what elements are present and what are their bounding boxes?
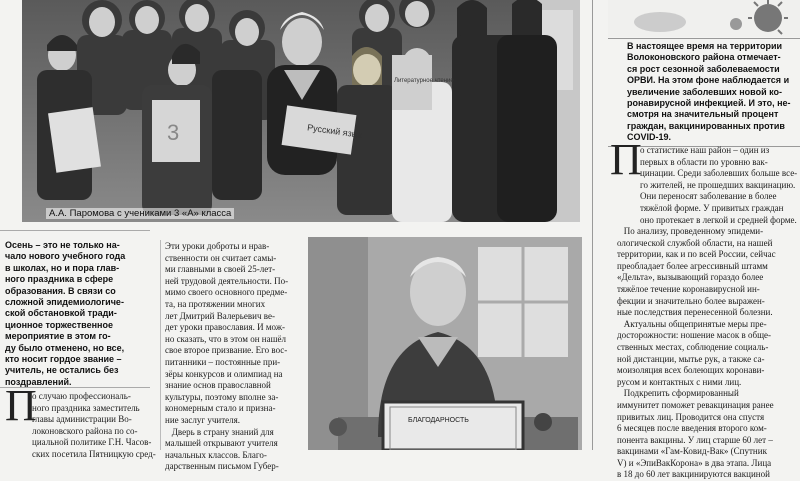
right-lead-rule: [608, 38, 800, 39]
literature-book-label: Литературное чтение: [394, 78, 454, 84]
right-lead-text: В настоящее время на территории Волоконовского района отмечает- ся рост сезонной заболеваемости ОРВИ. На этом фоне наблюдается и увеличение заболевших новой ко- ронавирусной инфекцией. И это, не- смотря на значительный процент граждан, вакцинированных против COVID-19.: [627, 41, 791, 143]
left-body-text: о случаю профессиональ- ного праздника заместитель главы администрации Во- локоновского района по со- циальной политике Г.Н. Часов- ских посетила Пятницкую сред-: [32, 391, 156, 459]
certificate-title: БЛАГОДАРНОСТЬ: [408, 417, 469, 424]
middle-body-text: Эти уроки доброты и нрав- ственности он считает самы- ми главными в своей 25-лет- ней трудовой деятельности. По- мимо своего основного предме- та, на протяжении многих лет Дмитрий Валерьевич ве- дет уроки православия. И мож- но сказать, что в этом он нашёл свое второе призвание. Его вос- питанники – постоянные при- зёры конкурсов и олимпиад на знание основ православной культуры, поэтому вполне за- кономерным стало и призна- ние заслуг учителя. Дверь в страну знаний для малышей открывают учителя начальных классов. Благо- дарственным письмом Губер-: [165, 241, 289, 472]
classroom-photo: [22, 0, 580, 222]
left-lead-text: Осень – это не только на- чало нового учебного года в школах, но и пора глав- ного праздника в сфере образования. В связи со сложной эпидемиологиче- ской обстановкой тради- ционное торжественное мероприятие в этом го- ду было отменено, но все, кто носит гордое звание – учитель, не остались без поздравлений.: [5, 240, 126, 387]
right-body-paragraph-2: По анализу, проведенному эпидеми- ологической службой области, на нашей территории, как и по всей России, сейчас преобладает более агрессивный штамм «Дельта», вызывающий гораздо более тяжёлое течение коронавирусной ин- фекции и значительно более выражен- ные последствия перенесенной болезни. Актуальны общепринятые меры пре- досторожности: ношение масок в обще- ственных местах, соблюдение социаль- ной дистанции, мытье рук, а также са- моизоляция всех болеющих коронави- русом и контактных с ними лиц. Подкрепить сформированный иммунитет поможет ревакцинация ранее привитых лиц. Проводится она спустя 6 месяцев после введения второго ком- понента вакцины. У лиц старше 60 лет – вакцинами «Гам-Ковид-Вак» (Спутник V) и «ЭпиВакКорона» в два этапа. Лица в 18 до 60 лет вакцинируются вакциной: [617, 226, 776, 480]
classroom-photo-illustration: [22, 0, 580, 222]
russian-book-label: Русский язык: [306, 122, 363, 140]
math-book-label: 3: [167, 120, 180, 145]
column-separator-right: [592, 0, 593, 450]
left-dropcap: П: [5, 381, 37, 430]
teacher-photo: [308, 237, 582, 450]
column-separator-left: [160, 240, 161, 450]
photo-caption: А.А. Паромова с учениками 3 «А» класса: [46, 208, 234, 219]
right-dropcap: П: [610, 135, 642, 184]
right-body-paragraph-1: о статистике наш район – один из первых в области по уровню вак- цинации. Среди заболевших больше все- го жителей, не прошедших вакцинацию. Они переносят заболевание в более тяжёлой форме. У привитых граждан оно протекает в легкой и средней форме.: [640, 145, 798, 225]
virus-icon: [608, 0, 800, 37]
teacher-photo-illustration: [308, 237, 582, 450]
left-lead-rule: [0, 230, 150, 231]
virus-illustration: [608, 0, 800, 37]
